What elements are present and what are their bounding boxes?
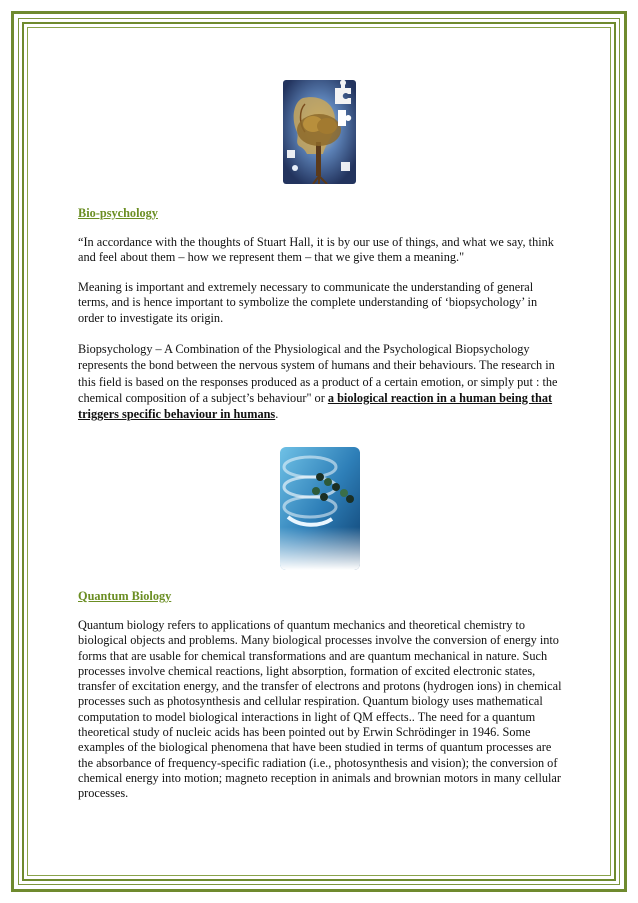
section-heading-bio-psychology: Bio-psychology — [78, 206, 158, 220]
section-heading-quantum-biology: Quantum Biology — [78, 589, 172, 603]
combination-paragraph — [78, 341, 564, 422]
brain-tree-puzzle-image — [283, 80, 356, 184]
combination-text: Biopsychology – A Combination of the Physiological and the Psychological Biopsychology represents the bond between the nervous system of humans and their behaviours. The research in this field is based on the responses produced as a product of a certain emotion, or simply put : the chemical composition of a subject’s behaviour" or — [78, 342, 558, 405]
combination-end: . — [275, 407, 279, 422]
dna-helix-image — [280, 447, 360, 570]
meaning-paragraph: Meaning is important and extremely necessary to communicate the understanding of general terms, and is hence important to symbolize the complete understanding of ‘biopsychology’ in order to investigate its origin. — [78, 280, 538, 325]
quantum-biology-paragraph: Quantum biology refers to applications of quantum mechanics and theoretical chemistry to biological objects and problems. Many biological processes involve the conversion of energy into forms that are usable for chemical transformations and are quantum mechanical in nature. Such processes involve chemical reactions, light absorption, formation of excited electronic states, transfer of excitation energy, and the transfer of electrons and protons (hydrogen ions) in chemical processes such as photosynthesis and cellular respiration. Quantum biology uses mathematical computation to model biological interactions in light of QM effects.. The need for a quantum theoretical study of nucleic acids has been pointed out by Erwin Schrödinger in 1946. Some examples of the biological phenomena that have been studied in terms of quantum processes are the absorbance of frequency-specific radiation (i.e., photosynthesis and vision); the conversion of chemical energy into motion; magneto reception in animals and brownian motors in many cellular processes. — [78, 618, 562, 801]
biological-reaction-link[interactable]: a biological reaction in a human being that triggers specific behaviour in humans — [78, 390, 553, 422]
quote-paragraph: “In accordance with the thoughts of Stuart Hall, it is by our use of things, and what we say, think and feel about them – how we represent them – that we give them a meaning." — [78, 235, 554, 265]
